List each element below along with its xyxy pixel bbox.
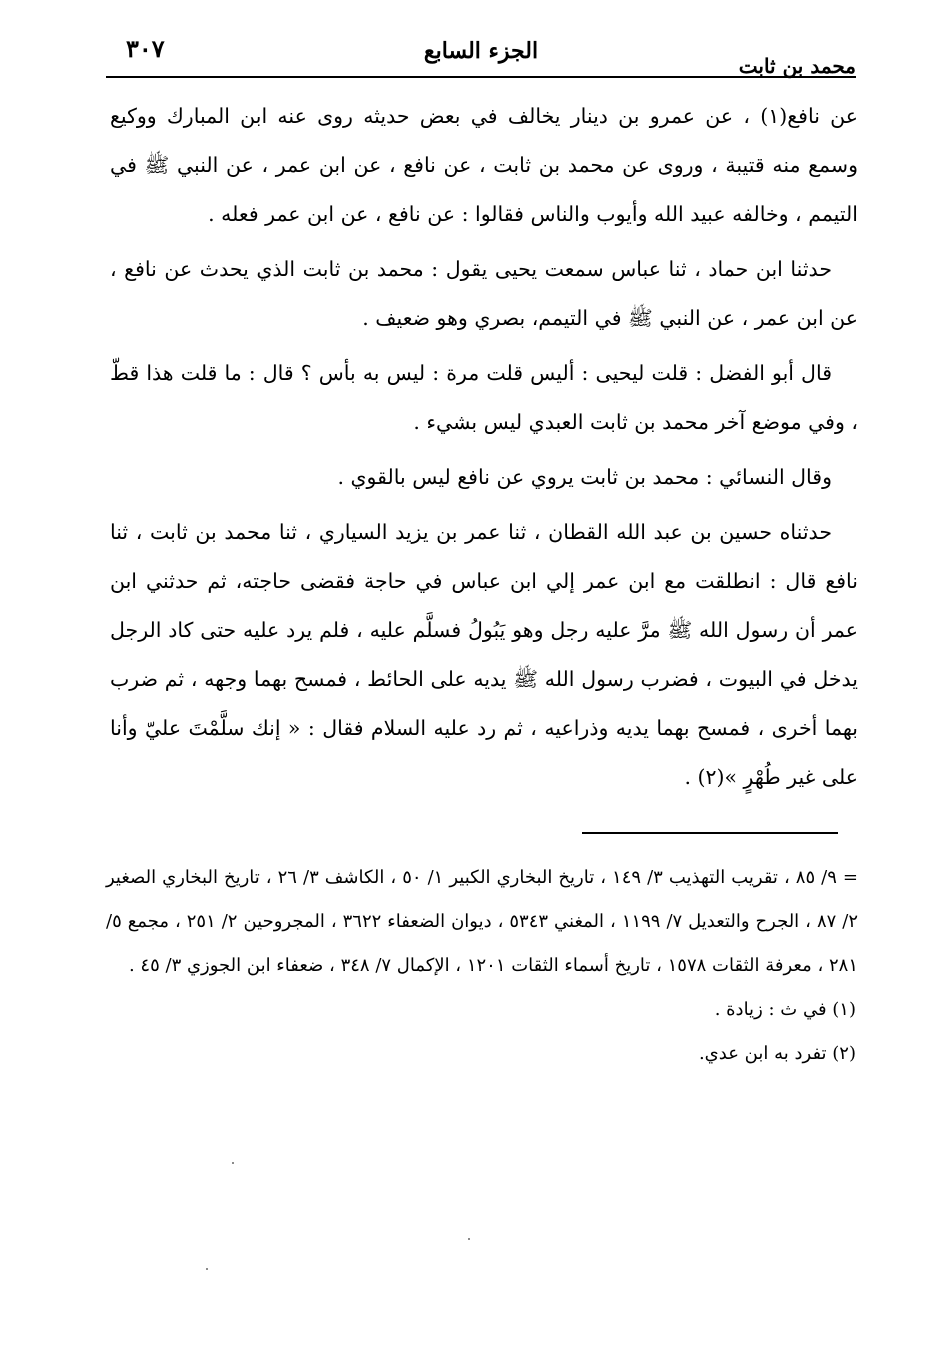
footnote-1: (١) في ث : زيادة . bbox=[714, 999, 856, 1020]
scan-speck bbox=[468, 1238, 470, 1240]
page-number: ٣٠٧ bbox=[126, 34, 165, 63]
footnote-divider bbox=[582, 832, 838, 834]
paragraph-1: عن نافع(١) ، عن عمرو بن دينار يخالف في بعض حديثه روى عنه ابن المبارك ووكيع وسمع منه قتيبة ، وروى عن محمد بن ثابت ، عن نافع ، عن ابن عمر ، عن النبي ﷺ في التيمم ، وخالفه عبيد الله وأيوب والناس فقالوا : عن نافع ، عن ابن عمر فعله . bbox=[110, 104, 858, 226]
footnotes bbox=[106, 856, 858, 1076]
paragraph-4: وقال النسائي : محمد بن ثابت يروي عن نافع ليس بالقوي . bbox=[337, 465, 832, 489]
page-header bbox=[106, 32, 856, 78]
paragraph-5: حدثناه حسين بن عبد الله القطان ، ثنا عمر بن يزيد السياري ، ثنا محمد بن ثابت ، ثنا نافع قال : انطلقت مع ابن عمر إلي ابن عباس في حاجة فقضى حاجته، ثم حدثني ابن عمر أن رسول الله ﷺ مرَّ عليه رجل وهو يَبُولُ فسلَّم عليه ، فلم يرد عليه حتى كاد الرجل يدخل في البيوت ، فضرب رسول الله ﷺ يديه على الحائط ، فمسح بهما وجهه ، ثم ضرب بهما أخرى ، فمسح بهما يديه وذراعيه ، ثم رد عليه السلام فقال : « إنك سلَّمْتَ عليّ وأنا على غير طُهْرٍ »(٢) . bbox=[110, 520, 858, 789]
volume-title: الجزء السابع bbox=[423, 38, 539, 64]
paragraph-2: حدثنا ابن حماد ، ثنا عباس سمعت يحيى يقول : محمد بن ثابت الذي يحدث عن نافع ، عن ابن عمر ، عن النبي ﷺ في التيمم، بصري وهو ضعيف . bbox=[110, 257, 858, 330]
main-text bbox=[110, 92, 858, 808]
paragraph-3: قال أبو الفضل : قلت ليحيى : أليس قلت مرة : ليس به بأس ؟ قال : ما قلت هذا قطّ ، وفي موضع آخر محمد بن ثابت العبدي ليس بشيء . bbox=[110, 361, 858, 434]
scan-speck bbox=[232, 1162, 234, 1164]
footnote-continuation: = ٩/ ٨٥ ، تقريب التهذيب ٣/ ١٤٩ ، تاريخ البخاري الكبير ١/ ٥٠ ، الكاشف ٣/ ٢٦ ، تاريخ البخاري الصغير ٢/ ٨٧ ، الجرح والتعديل ٧/ ١١٩٩ ، المغني ٥٣٤٣ ، ديوان الضعفاء ٣٦٢٢ ، المجروحين ٢/ ٢٥١ ، مجمع ٥/ ٢٨١ ، معرفة الثقات ١٥٧٨ ، تاريخ أسماء الثقات ١٢٠١ ، الإكمال ٧/ ٣٤٨ ، ضعفاء ابن الجوزي ٣/ ٤٥ . bbox=[106, 867, 858, 976]
running-title: محمد بن ثابت bbox=[738, 54, 856, 78]
scan-speck bbox=[206, 1268, 208, 1270]
footnote-2: (٢) تفرد به ابن عدي. bbox=[698, 1043, 856, 1064]
